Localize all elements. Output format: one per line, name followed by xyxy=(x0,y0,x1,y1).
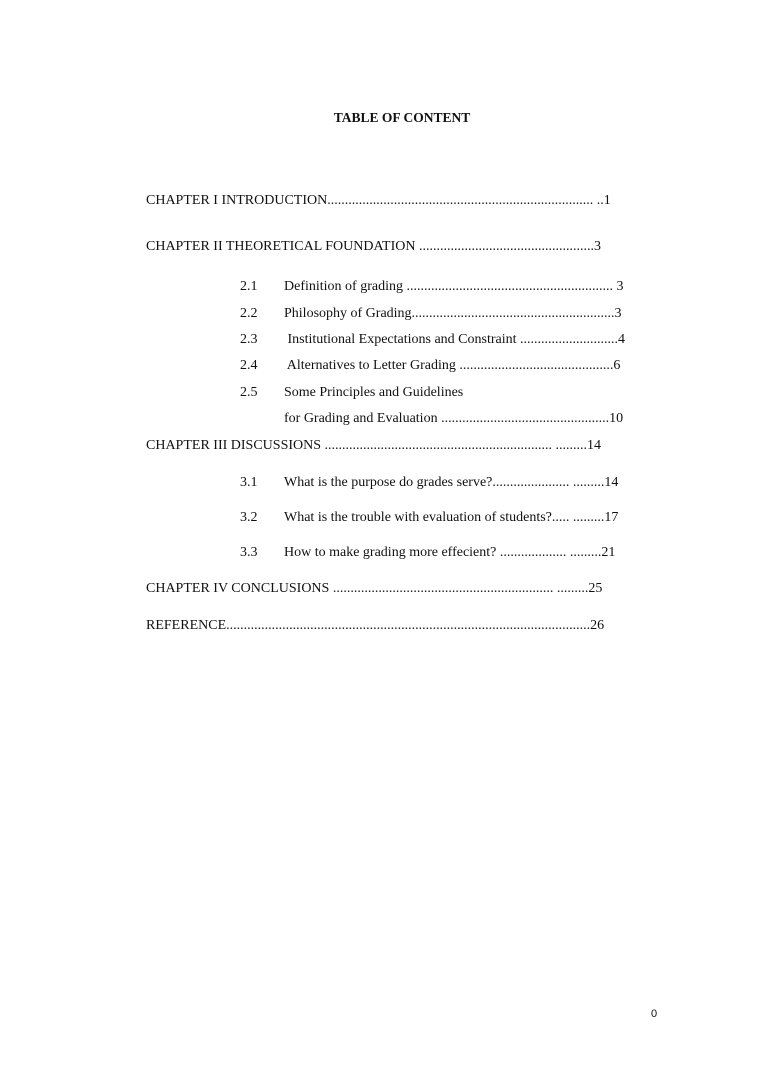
toc-section-2-5-continued: for Grading and Evaluation ................................................10 xyxy=(284,411,624,426)
toc-section-2-5 xyxy=(240,384,463,402)
section-number: 2.2 xyxy=(240,306,258,321)
section-number: 2.5 xyxy=(240,385,258,400)
section-number: 2.3 xyxy=(240,332,258,347)
section-text: Definition of grading ........................................................... 3 xyxy=(284,279,624,294)
page-title: TABLE OF CONTENT xyxy=(333,110,471,125)
section-text: Philosophy of Grading..........................................................3 xyxy=(284,306,622,321)
toc-chapter-1: CHAPTER I INTRODUCTION............................................................................ ..1 xyxy=(146,193,611,208)
section-text: Institutional Expectations and Constraint ............................4 xyxy=(284,332,626,347)
section-number: 2.4 xyxy=(240,358,258,373)
toc-section-2-4 xyxy=(240,357,620,375)
toc-chapter-2: CHAPTER II THEORETICAL FOUNDATION ..................................................3 xyxy=(146,239,601,254)
section-text: Alternatives to Letter Grading ............................................6 xyxy=(284,358,621,373)
section-number: 2.1 xyxy=(240,279,258,294)
toc-section-3-3 xyxy=(240,544,615,562)
section-text: Some Principles and Guidelines xyxy=(284,385,464,400)
toc-chapter-3: CHAPTER III DISCUSSIONS ................................................................. .........14 xyxy=(146,438,602,453)
section-text: How to make grading more effecient? ................... .........21 xyxy=(284,545,616,560)
section-number: 3.3 xyxy=(240,545,258,560)
toc-chapter-4: CHAPTER IV CONCLUSIONS ............................................................... .........25 xyxy=(146,581,603,596)
page-number: 0 xyxy=(651,1008,658,1020)
toc-section-2-2 xyxy=(240,305,622,323)
toc-reference: REFERENCE........................................................................................................26 xyxy=(146,618,605,633)
section-number: 3.2 xyxy=(240,510,258,525)
section-text: What is the purpose do grades serve?...................... .........14 xyxy=(284,475,619,490)
toc-section-3-2 xyxy=(240,509,618,527)
toc-section-2-1 xyxy=(240,278,623,296)
section-text: What is the trouble with evaluation of students?..... .........17 xyxy=(284,510,619,525)
section-number: 3.1 xyxy=(240,475,258,490)
toc-section-2-3 xyxy=(240,331,625,349)
toc-section-3-1 xyxy=(240,474,618,492)
